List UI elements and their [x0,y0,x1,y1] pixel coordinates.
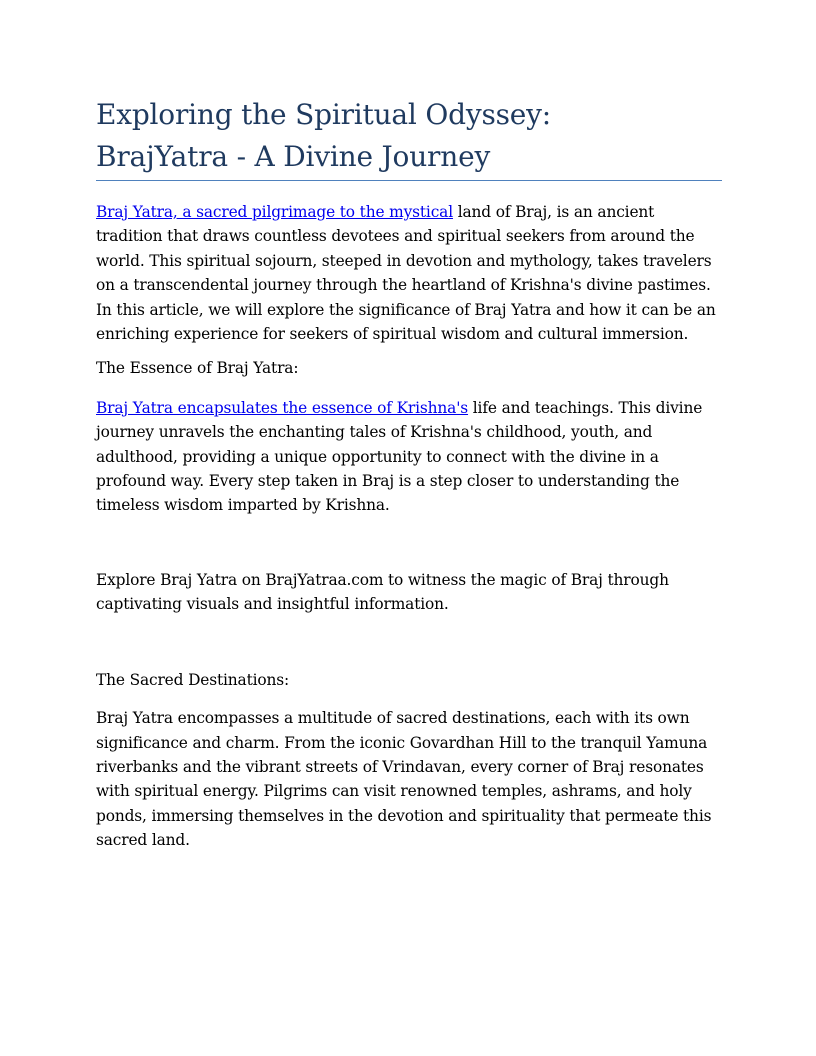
intro-paragraph [96,200,722,346]
essence-heading: The Essence of Braj Yatra: [96,359,299,378]
destinations-heading: The Sacred Destinations: [96,670,290,689]
destinations-paragraph: Braj Yatra encompasses a multitude of sacred destinations, each with its own significance and charm. From the iconic Govardhan Hill to the tranquil Yamuna riverbanks and the vibrant streets of Vrindavan, every corner of Braj resonates with spiritual energy. Pilgrims can visit renowned temples, ashrams, and holy ponds, immersing themselves in the devotion and spirituality that permeate this sacred land. [96,709,712,850]
title-line-1: Exploring the Spiritual Odyssey: [96,98,552,131]
essence-paragraph [96,396,722,518]
document-title [96,94,722,181]
essence-link[interactable]: Braj Yatra encapsulates the essence of Krishna's [96,398,469,417]
intro-text: land of Braj, is an ancient tradition that draws countless devotees and spiritual seekers from around the world. This spiritual sojourn, steeped in devotion and mythology, takes travelers on a transcendental journey through the heartland of Krishna's divine pastimes. In this article, we will explore the significance of Braj Yatra and how it can be an enriching experience for seekers of spiritual wisdom and cultural immersion. [96,203,716,344]
document-body [96,94,722,853]
intro-link[interactable]: Braj Yatra, a sacred pilgrimage to the mystical [96,203,453,221]
explore-paragraph: Explore Braj Yatra on BrajYatraa.com to witness the magic of Braj through captivating visuals and insightful information. [96,570,669,614]
title-line-2: BrajYatra - A Divine Journey [96,140,491,173]
essence-text: life and teachings. This divine journey unravels the enchanting tales of Krishna's childhood, youth, and adulthood, providing a unique opportunity to connect with the divine in a profound way. Every step taken in Braj is a step closer to understanding the timeless wisdom imparted by Krishna. [96,398,703,515]
